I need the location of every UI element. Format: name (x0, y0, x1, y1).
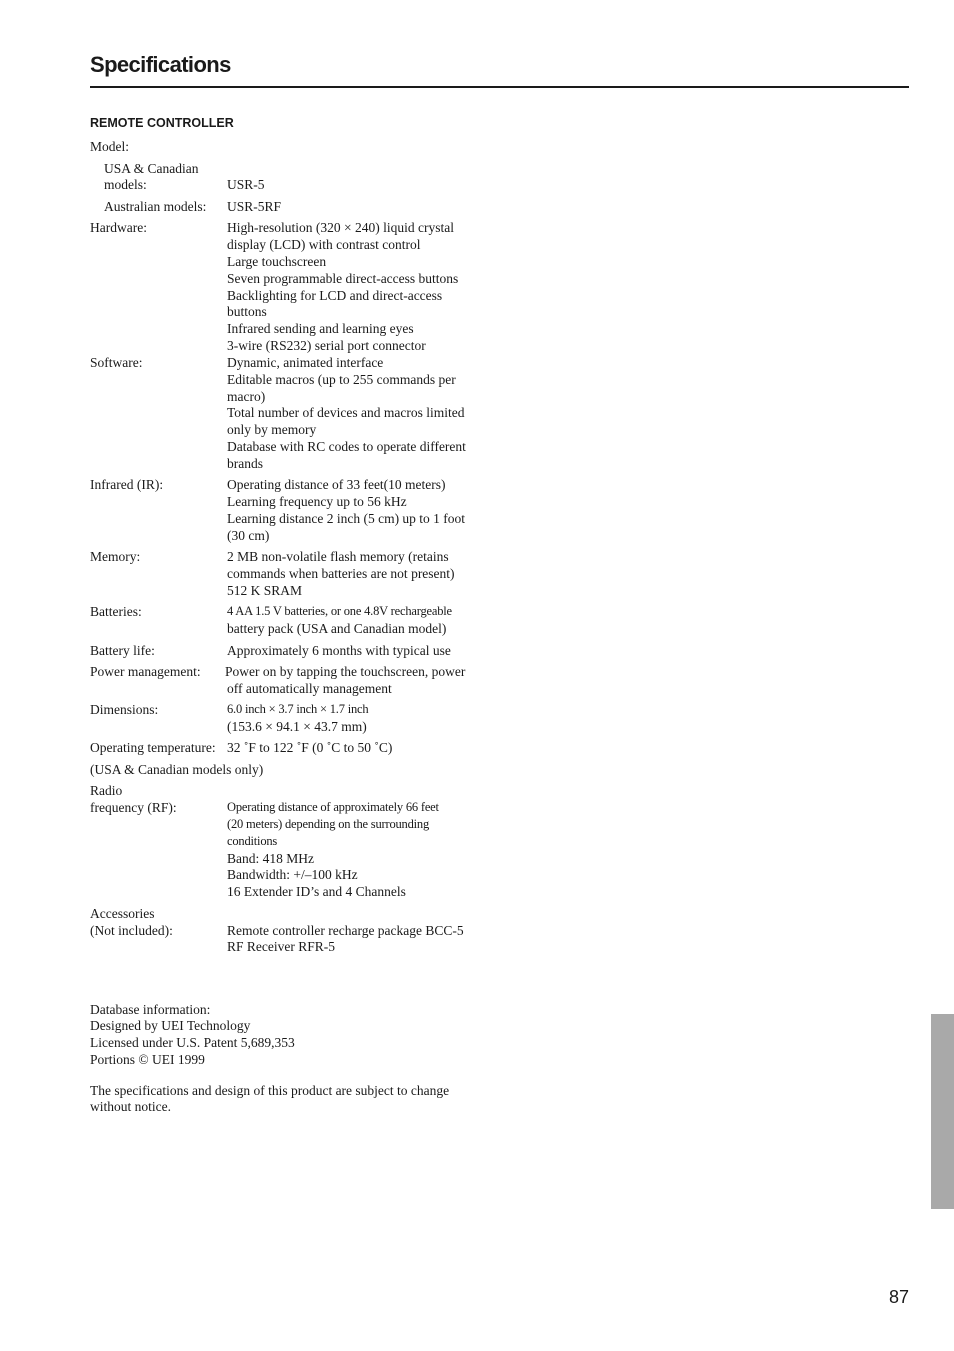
software-line: Total number of devices and macros limited (227, 405, 465, 420)
radio-label-2: frequency (RF): (90, 800, 177, 815)
usa-only-note: (USA & Canadian models only) (90, 762, 264, 777)
model-usa-label-1: USA & Canadian (104, 161, 199, 176)
infrared-line: Learning frequency up to 56 kHz (227, 494, 407, 509)
batteries-label: Batteries: (90, 604, 142, 619)
model-aus-value: USR-5RF (227, 199, 282, 214)
batteries-line: 4 AA 1.5 V batteries, or one 4.8V rechargeable (227, 604, 452, 618)
radio-line: conditions (227, 834, 278, 848)
section-heading: REMOTE CONTROLLER (90, 116, 234, 130)
accessories-label-1: Accessories (90, 906, 155, 921)
software-line: Editable macros (up to 255 commands per (227, 372, 456, 387)
infrared-line: (30 cm) (227, 528, 270, 543)
software-line: Dynamic, animated interface (227, 355, 384, 370)
radio-label-1: Radio (90, 783, 123, 798)
radio-line: (20 meters) depending on the surrounding (227, 817, 430, 831)
hardware-line: buttons (227, 304, 267, 319)
memory-line: commands when batteries are not present) (227, 566, 455, 581)
page-title: Specifications (90, 52, 231, 77)
dimensions-label: Dimensions: (90, 702, 159, 717)
model-label: Model: (90, 139, 129, 154)
accessories-line: Remote controller recharge package BCC-5 (227, 923, 464, 938)
infrared-line: Operating distance of 33 feet(10 meters) (227, 477, 446, 492)
battery-life-value: Approximately 6 months with typical use (227, 643, 451, 658)
hardware-line: High-resolution (320 × 240) liquid crystal (227, 220, 454, 235)
power-line: Power on by tapping the touchscreen, power (225, 664, 466, 679)
page-number: 87 (888, 1287, 909, 1307)
model-usa-value: USR-5 (227, 177, 265, 192)
memory-line: 512 K SRAM (227, 583, 303, 598)
hardware-line: display (LCD) with contrast control (227, 237, 421, 252)
section-tab-marker (931, 1014, 954, 1209)
infrared-line: Learning distance 2 inch (5 cm) up to 1 foot (227, 511, 466, 526)
database-info-line: Licensed under U.S. Patent 5,689,353 (90, 1035, 295, 1050)
power-line: off automatically management (227, 681, 392, 696)
disclaimer-line: without notice. (90, 1099, 171, 1114)
hardware-line: Backlighting for LCD and direct-access (227, 288, 443, 303)
batteries-line: battery pack (USA and Canadian model) (227, 621, 447, 636)
hardware-line: Infrared sending and learning eyes (227, 321, 414, 336)
hardware-line: Large touchscreen (227, 254, 327, 269)
model-aus-label: Australian models: (104, 199, 207, 214)
radio-line: 16 Extender ID’s and 4 Channels (227, 884, 406, 899)
power-label: Power management: (90, 664, 201, 679)
accessories-line: RF Receiver RFR-5 (227, 939, 335, 954)
software-label: Software: (90, 355, 143, 370)
operating-temp-value: 32 ˚F to 122 ˚F (0 ˚C to 50 ˚C) (227, 740, 393, 755)
accessories-label-2: (Not included): (90, 923, 173, 938)
memory-label: Memory: (90, 549, 141, 564)
disclaimer-line: The specifications and design of this product are subject to change (90, 1083, 450, 1098)
database-info-line: Portions © UEI 1999 (90, 1052, 205, 1067)
hardware-line: 3-wire (RS232) serial port connector (227, 338, 426, 353)
operating-temp-label: Operating temperature: (90, 740, 216, 755)
hardware-line: Seven programmable direct-access buttons (227, 271, 459, 286)
software-line: macro) (227, 389, 266, 404)
dimensions-line: (153.6 × 94.1 × 43.7 mm) (227, 719, 367, 734)
radio-line: Band: 418 MHz (227, 851, 314, 866)
radio-line: Operating distance of approximately 66 feet (227, 800, 439, 814)
infrared-label: Infrared (IR): (90, 477, 164, 492)
software-line: only by memory (227, 422, 317, 437)
radio-line: Bandwidth: +/–100 kHz (227, 867, 358, 882)
memory-line: 2 MB non-volatile flash memory (retains (227, 549, 449, 564)
dimensions-line: 6.0 inch × 3.7 inch × 1.7 inch (227, 702, 369, 716)
battery-life-label: Battery life: (90, 643, 155, 658)
database-info-line: Designed by UEI Technology (90, 1018, 251, 1033)
title-rule (90, 86, 909, 88)
hardware-label: Hardware: (90, 220, 147, 235)
software-line: Database with RC codes to operate different (227, 439, 466, 454)
database-info-line: Database information: (90, 1002, 211, 1017)
software-line: brands (227, 456, 263, 471)
model-usa-label-2: models: (104, 177, 147, 192)
